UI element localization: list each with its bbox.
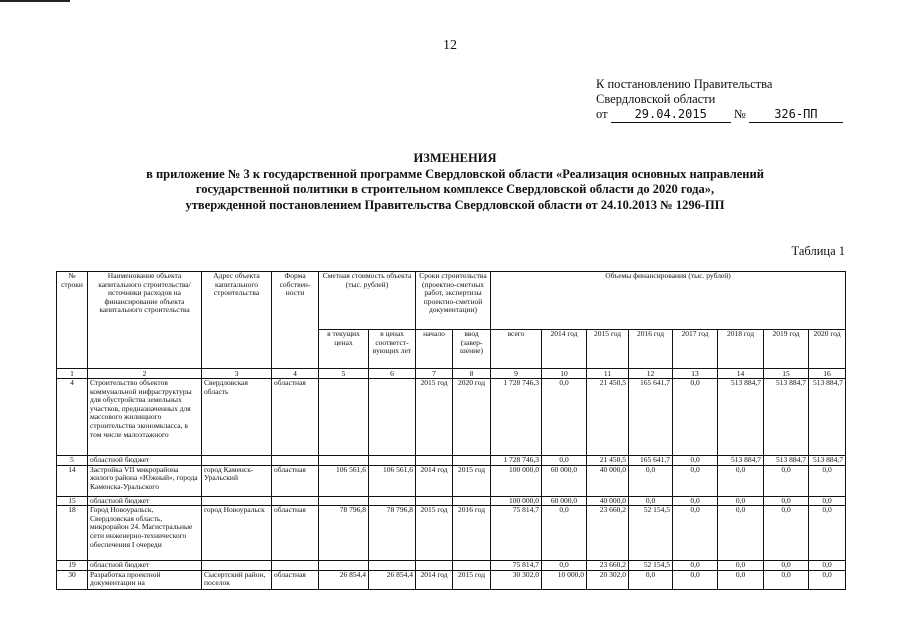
cell-end: [453, 496, 491, 506]
cell-end: [453, 561, 491, 571]
cell-cost-current: 26 854,4: [319, 570, 369, 589]
page-number: 12: [443, 38, 457, 53]
cell-end: 2015 год: [453, 465, 491, 496]
cell-address: [202, 561, 272, 571]
header-financing: Объемы финансирования (тыс. рублей): [491, 272, 846, 330]
cell-end: [453, 456, 491, 466]
header-address: Адрес объекта капитального строительства: [202, 272, 272, 369]
cell-cost-current: [319, 456, 369, 466]
table-label: Таблица 1: [791, 244, 845, 258]
cell-2020: 0,0: [809, 506, 846, 561]
cell-address: [202, 456, 272, 466]
cell-2016: 52 154,5: [629, 506, 673, 561]
cell-object: Строительство объектов коммунальной инфраструктуры для обустройства земельных участков, предназначенных для массового жилищного строительства экономкласса, в том числе малоэтажного: [88, 379, 202, 456]
cell-cost-years: [369, 456, 416, 466]
cell-2016: 52 154,5: [629, 561, 673, 571]
table-row: [57, 561, 846, 571]
cell-cost-current: [319, 379, 369, 456]
cell-cost-years: 78 796,8: [369, 506, 416, 561]
cell-row-no: 4: [57, 379, 88, 456]
cell-2015: 40 000,0: [587, 496, 629, 506]
cell-2018: 0,0: [718, 496, 764, 506]
cell-row-no: 14: [57, 465, 88, 496]
cell-object: областной бюджет: [88, 496, 202, 506]
title-line-3: государственной политики в строительном комплексе Свердловской области до 2020 года»,: [195, 182, 715, 196]
cell-cost-years: [369, 561, 416, 571]
column-number: 1: [57, 369, 88, 379]
cell-2020: 513 884,7: [809, 456, 846, 466]
column-number: 7: [416, 369, 453, 379]
cell-2016: 0,0: [629, 465, 673, 496]
document-title: [60, 151, 850, 213]
cell-2014: 60 000,0: [542, 496, 587, 506]
title-line-1: ИЗМЕНЕНИЯ: [413, 151, 497, 165]
cell-cost-current: [319, 496, 369, 506]
cell-total: 75 814,7: [491, 561, 542, 571]
cell-address: город Каменск-Уральский: [202, 465, 272, 496]
approval-number: 326-ПП: [749, 107, 843, 123]
header-object: Наименование объекта капитального строительства/ источники расходов на финансирование объекта капитального строительства: [88, 272, 202, 369]
cell-2019: 0,0: [764, 465, 809, 496]
cell-address: Сысертский район, поселок: [202, 570, 272, 589]
cell-2015: 21 450,5: [587, 379, 629, 456]
cell-2014: 0,0: [542, 561, 587, 571]
cell-start: 2014 год: [416, 465, 453, 496]
header-end: ввод (завер-шение): [453, 330, 491, 369]
header-estimated-cost: Сметная стоимость объекта (тыс. рублей): [319, 272, 416, 330]
cell-object: Застройка VII микрорайона жилого района «Южный», города Каменска-Уральского: [88, 465, 202, 496]
column-number: 6: [369, 369, 416, 379]
cell-address: Свердловская область: [202, 379, 272, 456]
cell-cost-current: 106 561,6: [319, 465, 369, 496]
cell-2020: 513 884,7: [809, 379, 846, 456]
cell-start: 2014 год: [416, 570, 453, 589]
cell-ownership: [272, 496, 319, 506]
cell-2017: 0,0: [673, 456, 718, 466]
cell-total: 75 814,7: [491, 506, 542, 561]
header-ownership: Форма собствен-ности: [272, 272, 319, 369]
cell-address: [202, 496, 272, 506]
cell-2020: 0,0: [809, 570, 846, 589]
table-row: [57, 465, 846, 496]
cell-2015: 40 000,0: [587, 465, 629, 496]
page-top-rule: [0, 0, 70, 2]
cell-2014: 0,0: [542, 456, 587, 466]
header-2019: 2019 год: [764, 330, 809, 369]
table-row: [57, 506, 846, 561]
cell-2017: 0,0: [673, 496, 718, 506]
cell-2016: 165 641,7: [629, 379, 673, 456]
column-number: 4: [272, 369, 319, 379]
cell-total: 100 000,0: [491, 496, 542, 506]
cell-2014: 0,0: [542, 379, 587, 456]
cell-end: 2020 год: [453, 379, 491, 456]
cell-cost-current: 78 796,8: [319, 506, 369, 561]
cell-start: [416, 561, 453, 571]
column-number: 14: [718, 369, 764, 379]
cell-2019: 0,0: [764, 561, 809, 571]
cell-start: [416, 456, 453, 466]
column-number: 15: [764, 369, 809, 379]
cell-object: областной бюджет: [88, 561, 202, 571]
cell-2014: 10 000,0: [542, 570, 587, 589]
cell-2015: 23 660,2: [587, 506, 629, 561]
cell-cost-years: [369, 379, 416, 456]
approval-from-prefix: от: [596, 107, 608, 121]
cell-row-no: 19: [57, 561, 88, 571]
header-total: всего: [491, 330, 542, 369]
cell-start: [416, 496, 453, 506]
header-2015: 2015 год: [587, 330, 629, 369]
cell-row-no: 15: [57, 496, 88, 506]
cell-cost-current: [319, 561, 369, 571]
cell-2016: 165 641,7: [629, 456, 673, 466]
cell-row-no: 5: [57, 456, 88, 466]
header-2018: 2018 год: [718, 330, 764, 369]
cell-ownership: [272, 561, 319, 571]
cell-object: Разработка проектной документации на: [88, 570, 202, 589]
column-number: 5: [319, 369, 369, 379]
cell-total: 1 728 746,3: [491, 456, 542, 466]
cell-ownership: [272, 456, 319, 466]
cell-2015: 23 660,2: [587, 561, 629, 571]
cell-2020: 0,0: [809, 496, 846, 506]
approval-line-1: К постановлению Правительства: [596, 77, 773, 91]
cell-2018: 0,0: [718, 570, 764, 589]
header-start: начало: [416, 330, 453, 369]
header-cost-current: в текущих ценах: [319, 330, 369, 369]
financing-table: [56, 271, 846, 590]
cell-2016: 0,0: [629, 570, 673, 589]
cell-2017: 0,0: [673, 465, 718, 496]
cell-2018: 0,0: [718, 506, 764, 561]
column-number: 16: [809, 369, 846, 379]
column-number: 2: [88, 369, 202, 379]
cell-2018: 513 884,7: [718, 456, 764, 466]
cell-total: 1 728 746,3: [491, 379, 542, 456]
column-number: 9: [491, 369, 542, 379]
column-number: 11: [587, 369, 629, 379]
header-cost-years: в ценах соответст-вующих лет: [369, 330, 416, 369]
cell-cost-years: [369, 496, 416, 506]
header-row-no: № строки: [57, 272, 88, 369]
cell-2018: 513 884,7: [718, 379, 764, 456]
column-number: 3: [202, 369, 272, 379]
cell-2019: 0,0: [764, 506, 809, 561]
cell-ownership: областная: [272, 570, 319, 589]
column-number: 10: [542, 369, 587, 379]
approval-line-2: Свердловской области: [596, 92, 716, 106]
cell-2019: 513 884,7: [764, 456, 809, 466]
cell-total: 100 000,0: [491, 465, 542, 496]
header-2020: 2020 год: [809, 330, 846, 369]
cell-ownership: областная: [272, 506, 319, 561]
cell-end: 2015 год: [453, 570, 491, 589]
column-number: 12: [629, 369, 673, 379]
cell-2020: 0,0: [809, 465, 846, 496]
cell-end: 2016 год: [453, 506, 491, 561]
cell-start: 2015 год: [416, 506, 453, 561]
cell-total: 30 302,0: [491, 570, 542, 589]
cell-2017: 0,0: [673, 506, 718, 561]
cell-2014: 0,0: [542, 506, 587, 561]
title-line-4: утвержденной постановлением Правительства Свердловской области от 24.10.2013 № 1296-ПП: [185, 197, 725, 212]
title-line-2: в приложение № 3 к государственной программе Свердловской области «Реализация основных направлений: [146, 166, 764, 181]
cell-2017: 0,0: [673, 379, 718, 456]
column-number-row: [57, 369, 846, 379]
header-terms: Сроки строительства (проектно-сметных работ, экспертизы проектно-сметной документации): [416, 272, 491, 330]
cell-2018: 0,0: [718, 465, 764, 496]
cell-2014: 60 000,0: [542, 465, 587, 496]
cell-2015: 21 450,5: [587, 456, 629, 466]
table-row: [57, 570, 846, 589]
cell-2015: 20 302,0: [587, 570, 629, 589]
cell-2016: 0,0: [629, 496, 673, 506]
table-row: [57, 456, 846, 466]
column-number: 8: [453, 369, 491, 379]
cell-2018: 0,0: [718, 561, 764, 571]
cell-start: 2015 год: [416, 379, 453, 456]
cell-object: областной бюджет: [88, 456, 202, 466]
cell-2019: 0,0: [764, 570, 809, 589]
header-2014: 2014 год: [542, 330, 587, 369]
cell-ownership: областная: [272, 465, 319, 496]
cell-2017: 0,0: [673, 570, 718, 589]
table-row: [57, 379, 846, 456]
column-number: 13: [673, 369, 718, 379]
cell-2019: 0,0: [764, 496, 809, 506]
approval-block: [596, 77, 843, 123]
table-row: [57, 496, 846, 506]
cell-address: город Новоуральск: [202, 506, 272, 561]
approval-line-3: [596, 107, 843, 123]
cell-cost-years: 106 561,6: [369, 465, 416, 496]
header-2017: 2017 год: [673, 330, 718, 369]
approval-date: 29.04.2015: [611, 107, 731, 123]
cell-2020: 0,0: [809, 561, 846, 571]
cell-object: Город Новоуральск, Свердловская область, микрорайон 24. Магистральные сети инженерно-технического обеспечения I очереди: [88, 506, 202, 561]
cell-row-no: 18: [57, 506, 88, 561]
cell-row-no: 30: [57, 570, 88, 589]
cell-cost-years: 26 854,4: [369, 570, 416, 589]
cell-2019: 513 884,7: [764, 379, 809, 456]
header-2016: 2016 год: [629, 330, 673, 369]
approval-number-prefix: №: [733, 107, 746, 121]
cell-2017: 0,0: [673, 561, 718, 571]
cell-ownership: областная: [272, 379, 319, 456]
